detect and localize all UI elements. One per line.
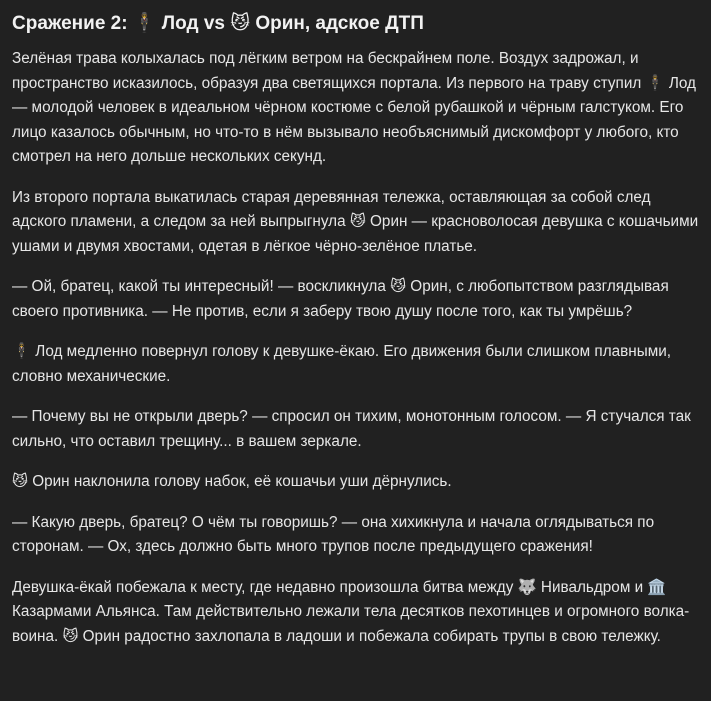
battle-title: Сражение 2: 🕴️ Лод vs 😼 Орин, адское ДТП bbox=[12, 13, 424, 34]
paragraph-intro: Зелёная трава колыхалась под лёгким ветром на бескрайнем поле. Воздух задрожал, и пространство исказилось, образуя два светящихся портала. Из первого на траву ступил 🕴️ Лод — молодой человек в идеальном чёрном костюме с белой рубашкой и чёрным галстуком. Его лицо казалось обычным, но что-то в нём вызывало необъяснимый дискомфорт у любого, кто смотрел на него дольше нескольких секунд. bbox=[12, 50, 696, 165]
paragraph-orin-tilts: 😼 Орин наклонила голову набок, её кошачьи уши дёрнулись. bbox=[12, 473, 452, 490]
paragraph-lod-turns: 🕴️ Лод медленно повернул голову к девушке-ёкаю. Его движения были слишком плавными, словно механические. bbox=[12, 343, 672, 385]
paragraph-orin-speech: — Ой, братец, какой ты интересный! — воскликнула 😼 Орин, с любопытством разглядывая своего противника. — Не против, если я заберу твою душу после того, как ты умрёшь? bbox=[12, 278, 669, 320]
paragraph-lod-speech: — Почему вы не открыли дверь? — спросил он тихим, монотонным голосом. — Я стучался так сильно, что оставил трещину... в вашем зеркале. bbox=[12, 408, 691, 450]
paragraph-orin-giggles: — Какую дверь, братец? О чём ты говоришь? — она хихикнула и начала оглядываться по сторонам. — Ох, здесь должно быть много трупов после предыдущего сражения! bbox=[12, 513, 655, 555]
paragraph-corpses: Девушка-ёкай побежала к месту, где недавно произошла битва между 🐺 Нивальдром и 🏛️ Казармами Альянса. Там действительно лежали тела десятков пехотинцев и огромного волка-воина. 😼 Орин радостно захлопала в ладоши и побежала собирать трупы в свою тележку. bbox=[12, 578, 690, 645]
paragraph-orin-arrival: Из второго портала выкатилась старая деревянная тележка, оставляющая за собой след адского пламени, а следом за ней выпрыгнула 😼 Орин — красноволосая девушка с кошачьими ушами и двумя хвостами, одетая в лёгкое чёрно-зелёное платье. bbox=[12, 188, 699, 255]
battle-document bbox=[12, 0, 702, 649]
